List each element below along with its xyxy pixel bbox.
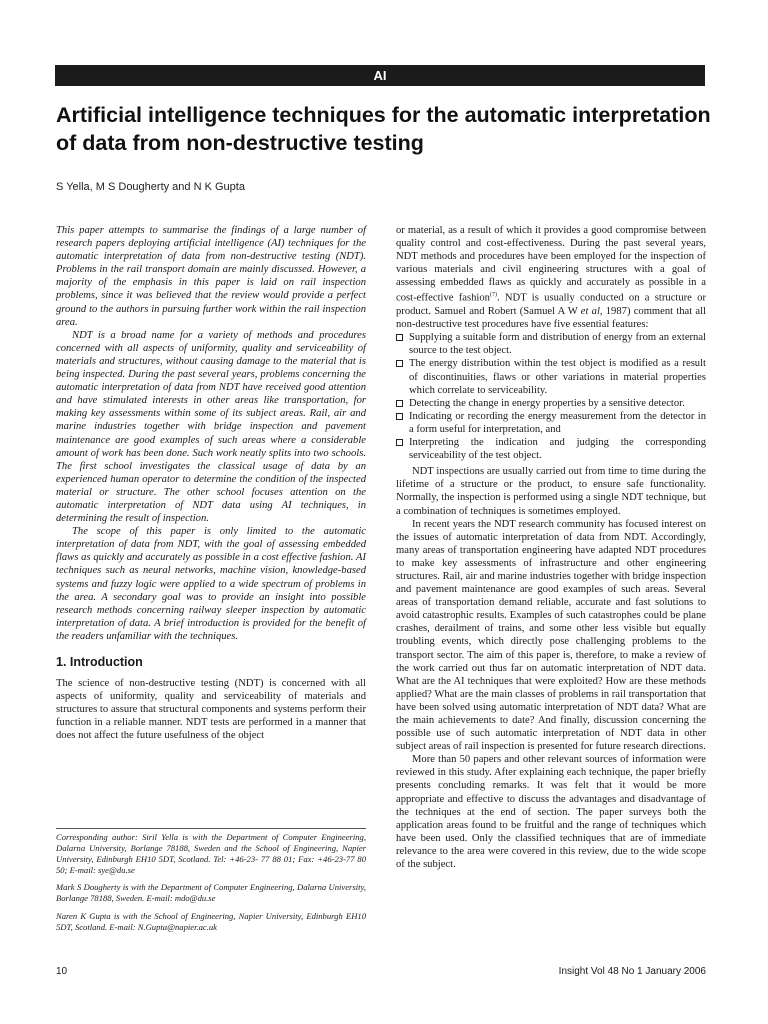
abstract-paragraph: NDT is a broad name for a variety of methods and procedures concerned with all aspects of uniformity, quality and serviceability of materials and structures, without causing damage to the material that is being inspected. During the past several years, problems concerning the automatic interpretation of data from NDT have received good attention and have stimulated interests in other areas like transportation, for making key assessments within some of its subject areas. Rail, air and marine industries together with bridge inspection and pavement maintenance are good examples of such areas where a considerable amount of work has been done. Such work neatly splits into two schools. The first school investigates the classical usage of data by an experienced human operator to determine the condition of the inspected material or structure. The other school focuses attention on the automatic interpretation of NDT data using AI techniques, in determining the result of inspection.	[56, 329, 366, 525]
feature-list	[396, 331, 706, 462]
journal-reference: Insight Vol 48 No 1 January 2006	[558, 966, 706, 977]
checkbox-bullet-icon	[396, 334, 403, 341]
list-item	[396, 436, 706, 462]
body-paragraph: More than 50 papers and other relevant sources of information were reviewed in this study. After explaining each technique, the paper briefly presents concluding remarks. It was felt that it would be more appropriate and effective to discuss the advantages and disadvantage of the techniques at the end of section. The paper surveys both the application areas found to be fruitful and the range of techniques which have been used. Only the classified techniques that are of immediate relevance to the area were covered in this review, due to the wide scope of the subject.	[396, 754, 706, 871]
footnote-corresponding-author: Corresponding author: Siril Yella is with the Department of Computer Engineering, Dalarna University, Borlange 78188, Sweden and the School of Engineering, Napier University, Edinburgh EH10 5DT, Scotland. Tel: +46-23- 77 88 01; Fax: +46-23-77 80 50; E-mail: sye@du.se	[56, 832, 366, 876]
text-run: or material, as a result of which it provides a good compromise between quality control and cost-effectiveness. During the past several years, NDT methods and procedures have been employed for the inspection of various materials and civil engineering structures with a goal of assessing embedded flaws as quickly and accurately as possible in a cost-effective fashion	[396, 225, 706, 304]
footnotes	[56, 828, 366, 939]
list-item	[396, 357, 706, 396]
list-item-text: Indicating or recording the energy measurement from the detector in a form useful for interpretation, and	[409, 410, 706, 435]
body-paragraph: In recent years the NDT research community has focused interest on the issues of automatic interpretation of data from NDT. Accordingly, many areas of transportation engineering have adapted NDT procedures to make key assessments of infrastructure and other engineering structures. Rail, air and marine industries together with bridge inspection and pavement maintenance are good examples of such areas. Several areas of transportation demand reliable, accurate and fast solutions to avoid catastrophic results. Examples of such catastrophes could be plane crashes, derailment of trains, and some other less visible but equally troubling events, which directly pose challenging problems to the transport sector. The aim of this paper is, therefore, to make a review of the work carried out thus far on automatic interpretation of NDT data. What are the AI techniques that were exploited? How are these methods applied? What are the main classes of problems in rail transportation that have been solved using automatic interpretation of NDT data? What are the main achievements to date? And finally, discussion concerning the possible use of such automatic interpretation of NDT data in other subject areas of rail inspection is presented for future research directions.	[396, 518, 706, 753]
text-italic: et al	[580, 306, 600, 318]
list-item-text: Interpreting the indication and judging the corresponding serviceability of the test object.	[409, 437, 706, 462]
list-item	[396, 331, 706, 357]
list-item	[396, 397, 706, 410]
checkbox-bullet-icon	[396, 439, 403, 446]
text-run: , 1987) comment that all non-destructive test procedures have five essential features:	[396, 306, 707, 331]
text-run: . NDT is usually conducted on a structure or product. Samuel and Robert (Samuel A W	[396, 293, 706, 318]
right-column	[396, 224, 706, 871]
body-paragraph: NDT inspections are usually carried out from time to time during the lifetime of a structure or the product, to ensure safe functionality. Normally, the inspection is performed using a single NDT technique, but a combination of techniques is sometimes employed.	[396, 466, 706, 517]
list-item	[396, 410, 706, 436]
citation-ref: (7)	[489, 292, 497, 299]
section-label: AI	[373, 68, 387, 83]
checkbox-bullet-icon	[396, 413, 403, 420]
page-number: 10	[56, 966, 68, 977]
article-authors: S Yella, M S Dougherty and N K Gupta	[56, 181, 245, 193]
section-heading-introduction: 1. Introduction	[56, 655, 143, 669]
checkbox-bullet-icon	[396, 400, 403, 407]
checkbox-bullet-icon	[396, 360, 403, 367]
article-title: Artificial intelligence techniques for the automatic interpretation of data from non-destructive testing	[56, 103, 711, 155]
list-item-text: Detecting the change in energy properties by a sensitive detector.	[409, 397, 685, 409]
list-item-text: Supplying a suitable form and distribution of energy from an external source to the test object.	[409, 332, 706, 357]
section-header-band	[55, 65, 705, 86]
intro-paragraph: The science of non-destructive testing (NDT) is concerned with all aspects of uniformity, quality and serviceability of materials and structures to assure that structural components and systems perform their function in a reliable manner. NDT tests are performed in a manner that does not affect the future usefulness of the object	[56, 678, 366, 742]
abstract-paragraph: This paper attempts to summarise the findings of a large number of research papers deploying artificial intelligence (AI) techniques for the automatic interpretation of data from non-destructive testing (NDT). Problems in the rail transport domain are mainly discussed. However, a majority of the emphasis in this paper is laid on rail inspection problems, since it was believed that the review would provide a perfect ground to the authors in pursuing further work within the rail inspection area.	[56, 225, 366, 328]
footnote-author: Mark S Dougherty is with the Department of Computer Engineering, Dalarna University, Borlange 78188, Sweden. E-mail: mdo@du.se	[56, 882, 366, 904]
abstract-paragraph: The scope of this paper is only limited to the automatic interpretation of data from NDT, with the goal of assessing embedded flaws as quickly and accurately as possible in a cost effective fashion. AI techniques such as neural networks, machine vision, knowledge-based systems and fuzzy logic were applied to a wide spectrum of problems in the area. A secondary goal was to provide an insight into possible research methods concerning railway sleeper inspection by automatic interpretation of data. A brief introduction is provided for the benefit of the readers unfamiliar with the techniques.	[56, 526, 366, 642]
footnote-author: Naren K Gupta is with the School of Engineering, Napier University, Edinburgh EH10 5DT, Scotland. E-mail: N.Gupta@napier.ac.uk	[56, 910, 366, 932]
body-paragraph	[396, 224, 706, 331]
list-item-text: The energy distribution within the test object is modified as a result of discontinuities, flaws or other variations in material properties which correlate to serviceability.	[409, 358, 706, 396]
left-column	[56, 224, 366, 742]
